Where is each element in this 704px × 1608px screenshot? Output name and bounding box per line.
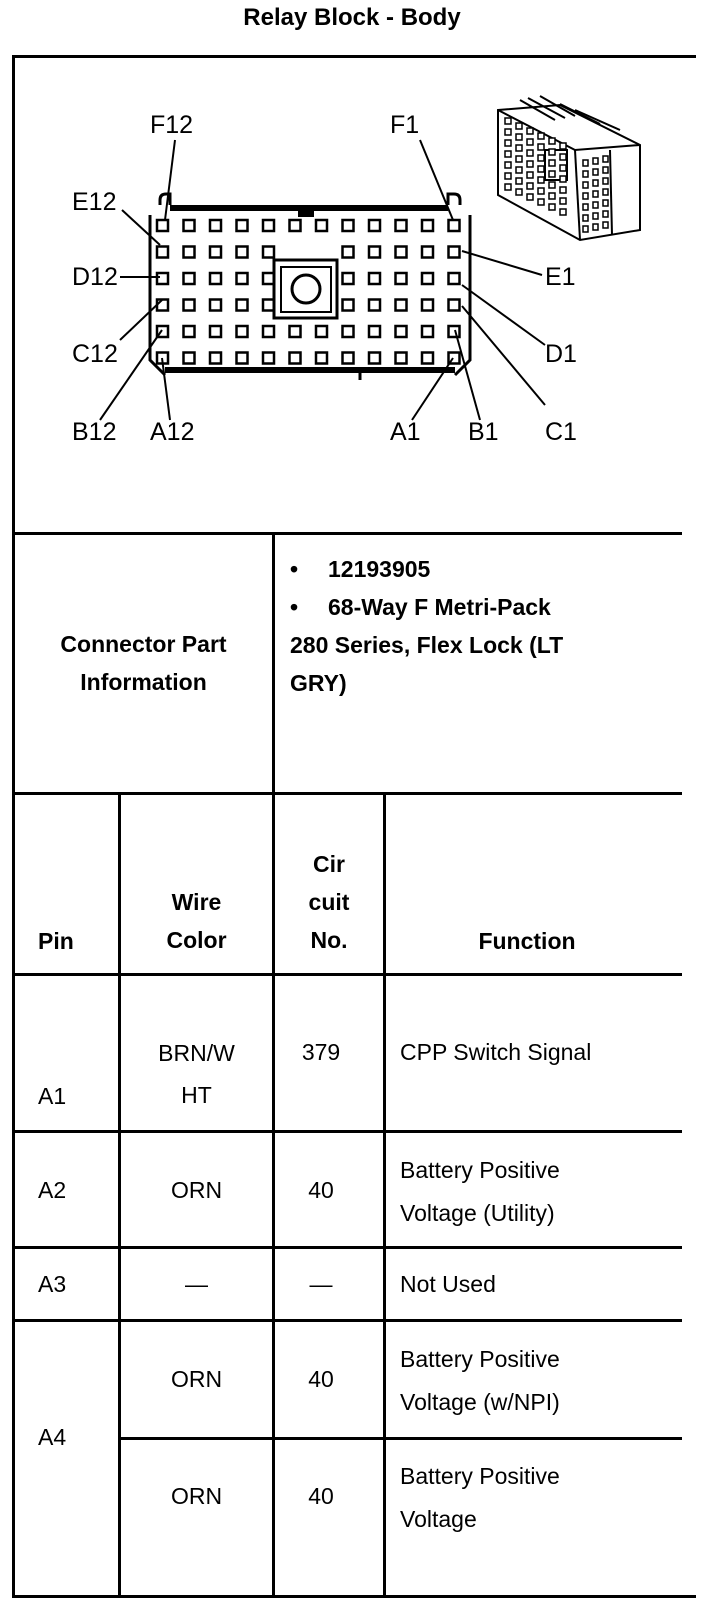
- pin-cavity: [184, 220, 195, 231]
- iso-pin: [527, 161, 533, 167]
- row-a4b-function: [400, 1455, 560, 1541]
- pin-cavity: [210, 220, 221, 231]
- iso-pin: [538, 155, 544, 161]
- divider: [118, 1437, 682, 1440]
- connector-series-line2: GRY): [290, 670, 347, 696]
- iso-pin: [583, 160, 588, 166]
- center-lock-tab: [298, 207, 314, 217]
- iso-pin: [505, 184, 511, 190]
- row-a3-pin: A3: [38, 1271, 67, 1297]
- row-a4-circuit: 40: [308, 1366, 334, 1392]
- iso-pin: [516, 134, 522, 140]
- row-a1-pin: A1: [38, 1083, 67, 1109]
- pin-cavity: [263, 353, 274, 364]
- pin-cavity: [316, 220, 327, 231]
- pin-cavity: [343, 273, 354, 284]
- pin-cavity: [369, 220, 380, 231]
- label-f1: F1: [390, 111, 420, 139]
- connector-info-label: [15, 625, 272, 701]
- iso-pin: [527, 128, 533, 134]
- divider: [12, 792, 682, 795]
- row-a1-circuit: 379: [301, 1039, 341, 1065]
- pin-cavity: [237, 220, 248, 231]
- iso-pin: [603, 178, 608, 184]
- pin-cavity: [396, 326, 407, 337]
- pin-cavity: [422, 326, 433, 337]
- iso-pin: [516, 123, 522, 129]
- iso-pin: [549, 193, 555, 199]
- pin-cavity: [449, 326, 460, 337]
- pin-cavity: [369, 247, 380, 258]
- iso-pin: [593, 158, 598, 164]
- label-e1: E1: [545, 263, 576, 291]
- row-a2-function: [400, 1149, 560, 1235]
- pin-cavity: [396, 247, 407, 258]
- pin-cavity: [422, 247, 433, 258]
- iso-pin: [538, 177, 544, 183]
- connector-type: • 68-Way F Metri-Pack: [290, 594, 551, 620]
- divider: [12, 1246, 682, 1249]
- pin-cavity: [184, 273, 195, 284]
- iso-pin: [593, 213, 598, 219]
- iso-pin: [593, 224, 598, 230]
- pin-cavity: [237, 273, 248, 284]
- iso-pin: [603, 222, 608, 228]
- pin-cavity: [369, 326, 380, 337]
- iso-pin: [560, 209, 566, 215]
- iso-pin: [549, 160, 555, 166]
- iso-pin: [583, 193, 588, 199]
- iso-pin: [516, 189, 522, 195]
- pin-cavity: [210, 353, 221, 364]
- iso-pin: [549, 204, 555, 210]
- label-d12: D12: [72, 263, 118, 291]
- label-d1: D1: [545, 340, 577, 368]
- row-a2-circuit: 40: [308, 1177, 334, 1203]
- pin-cavity: [157, 220, 168, 231]
- row-a1-wire-line2: HT: [181, 1082, 212, 1108]
- iso-pin: [538, 188, 544, 194]
- iso-pin: [583, 182, 588, 188]
- row-a2-function-line1: Battery Positive: [400, 1157, 560, 1183]
- label-b12: B12: [72, 418, 117, 446]
- connector-type-text: 68-Way F Metri-Pack: [328, 594, 551, 620]
- iso-pin: [516, 167, 522, 173]
- iso-pin: [527, 194, 533, 200]
- pin-cavity: [263, 247, 274, 258]
- iso-pin: [603, 211, 608, 217]
- header-circuit-no: [275, 845, 383, 959]
- pin-cavity: [290, 220, 301, 231]
- header-wire-color-line2: Color: [166, 927, 227, 953]
- pin-cavity: [290, 353, 301, 364]
- pin-cavity: [210, 326, 221, 337]
- label-a12: A12: [150, 418, 195, 446]
- label-c1: C1: [545, 418, 577, 446]
- iso-pin: [505, 151, 511, 157]
- pin-cavity: [263, 300, 274, 311]
- pin-cavity: [184, 300, 195, 311]
- row-a1-wire-line1: BRN/W: [158, 1040, 235, 1066]
- label-c12: C12: [72, 340, 118, 368]
- iso-pin: [593, 202, 598, 208]
- iso-pin: [593, 180, 598, 186]
- iso-pin: [560, 198, 566, 204]
- iso-pin: [527, 183, 533, 189]
- pin-cavity: [343, 326, 354, 337]
- divider: [12, 532, 682, 535]
- iso-pin: [516, 178, 522, 184]
- iso-pin: [538, 133, 544, 139]
- iso-pin: [505, 129, 511, 135]
- iso-pin: [527, 139, 533, 145]
- header-pin: Pin: [38, 928, 74, 954]
- iso-pin: [560, 176, 566, 182]
- pin-cavity: [396, 220, 407, 231]
- iso-pin: [603, 200, 608, 206]
- pin-cavity: [184, 353, 195, 364]
- iso-pin: [549, 138, 555, 144]
- pin-cavity: [184, 247, 195, 258]
- pin-cavity: [396, 273, 407, 284]
- iso-pin: [549, 149, 555, 155]
- connector-info-value: [290, 550, 680, 702]
- pin-cavity: [237, 300, 248, 311]
- row-a2-wire-color: ORN: [170, 1177, 223, 1203]
- divider: [272, 532, 275, 795]
- iso-pin: [583, 171, 588, 177]
- pin-cavity: [369, 300, 380, 311]
- header-wire-color-line1: Wire: [171, 889, 222, 915]
- pin-cavity: [210, 300, 221, 311]
- label-f12: F12: [150, 111, 194, 139]
- pin-cavity: [237, 353, 248, 364]
- pin-cavity: [263, 326, 274, 337]
- iso-pin: [538, 199, 544, 205]
- iso-pin: [560, 187, 566, 193]
- page-title: Relay Block - Body: [243, 4, 461, 31]
- connector-info-label-line2: Information: [80, 669, 207, 695]
- row-a4b-function-line1: Battery Positive: [400, 1463, 560, 1489]
- pin-cavity: [343, 353, 354, 364]
- row-a4-function-line2: Voltage (w/NPI): [400, 1389, 560, 1415]
- pin-cavity: [237, 247, 248, 258]
- pin-cavity: [237, 326, 248, 337]
- connector-bottom-bar: [165, 367, 455, 373]
- iso-pin: [505, 140, 511, 146]
- iso-pin: [593, 169, 598, 175]
- pin-cavity: [422, 220, 433, 231]
- pin-cavity: [343, 220, 354, 231]
- pin-cavity: [210, 273, 221, 284]
- connector-diagram: [15, 58, 680, 533]
- row-a2-function-line2: Voltage (Utility): [400, 1200, 555, 1226]
- iso-pin: [527, 172, 533, 178]
- header-wire-color: [121, 883, 272, 959]
- divider: [383, 792, 386, 1598]
- iso-pin: [516, 145, 522, 151]
- iso-pin: [538, 166, 544, 172]
- row-a3-function: Not Used: [400, 1271, 496, 1297]
- pin-cavity: [422, 273, 433, 284]
- divider: [12, 973, 682, 976]
- pin-cavity: [422, 300, 433, 311]
- row-a4-function: [400, 1338, 560, 1424]
- divider: [12, 1319, 682, 1322]
- pin-cavity: [449, 273, 460, 284]
- label-a1: A1: [390, 418, 421, 446]
- row-a4b-function-line2: Voltage: [400, 1506, 477, 1532]
- pin-cavity: [369, 353, 380, 364]
- iso-pin: [603, 156, 608, 162]
- pin-cavity: [157, 247, 168, 258]
- iso-pin: [549, 171, 555, 177]
- part-number-text: 12193905: [328, 556, 431, 582]
- pin-cavity: [290, 326, 301, 337]
- pin-cavity: [343, 300, 354, 311]
- label-b1: B1: [468, 418, 499, 446]
- pin-cavity: [263, 273, 274, 284]
- iso-pin: [560, 143, 566, 149]
- part-number: • 12193905: [290, 556, 431, 582]
- connector-info-label-line1: Connector Part: [60, 631, 227, 657]
- pin-cavity: [316, 326, 327, 337]
- pin-cavity: [369, 273, 380, 284]
- row-a4-pin: A4: [38, 1424, 67, 1450]
- row-a4-wire-color: ORN: [170, 1366, 223, 1392]
- row-a1-wire-color: [121, 1032, 272, 1116]
- iso-pin: [603, 189, 608, 195]
- pin-cavity: [449, 300, 460, 311]
- center-post-frame: [274, 260, 337, 318]
- row-a4-function-line1: Battery Positive: [400, 1346, 560, 1372]
- pin-cavity: [396, 353, 407, 364]
- iso-pin: [583, 226, 588, 232]
- row-a3-wire-color: —: [185, 1271, 208, 1297]
- header-circuit-line3: No.: [310, 927, 348, 953]
- iso-pin: [549, 182, 555, 188]
- row-a3-circuit: —: [309, 1271, 333, 1297]
- pin-cavity: [157, 273, 168, 284]
- iso-pin: [560, 165, 566, 171]
- pin-cavity: [210, 247, 221, 258]
- connector-series-line1: 280 Series, Flex Lock (LT: [290, 632, 564, 658]
- iso-pin: [560, 154, 566, 160]
- pin-cavity: [396, 300, 407, 311]
- pin-cavity: [422, 353, 433, 364]
- pin-cavity: [157, 300, 168, 311]
- row-a4b-circuit: 40: [308, 1483, 334, 1509]
- iso-pin: [505, 173, 511, 179]
- iso-pin: [603, 167, 608, 173]
- divider: [12, 1130, 682, 1133]
- label-e12: E12: [72, 188, 117, 216]
- pin-cavity: [316, 353, 327, 364]
- pin-cavity: [263, 220, 274, 231]
- iso-pin: [583, 204, 588, 210]
- pin-cavity: [449, 220, 460, 231]
- header-circuit-line1: Cir: [313, 851, 345, 877]
- iso-pin: [505, 118, 511, 124]
- pin-cavity: [343, 247, 354, 258]
- iso-pin: [505, 162, 511, 168]
- header-function: Function: [478, 928, 576, 954]
- header-circuit-line2: cuit: [308, 889, 350, 915]
- row-a4b-wire-color: ORN: [170, 1483, 223, 1509]
- iso-pin: [593, 191, 598, 197]
- pin-cavity: [449, 247, 460, 258]
- row-a2-pin: A2: [38, 1177, 67, 1203]
- iso-pin: [538, 144, 544, 150]
- row-a1-function: CPP Switch Signal: [400, 1039, 592, 1065]
- pin-cavity: [184, 326, 195, 337]
- iso-pin: [527, 150, 533, 156]
- iso-pin: [516, 156, 522, 162]
- iso-pin: [583, 215, 588, 221]
